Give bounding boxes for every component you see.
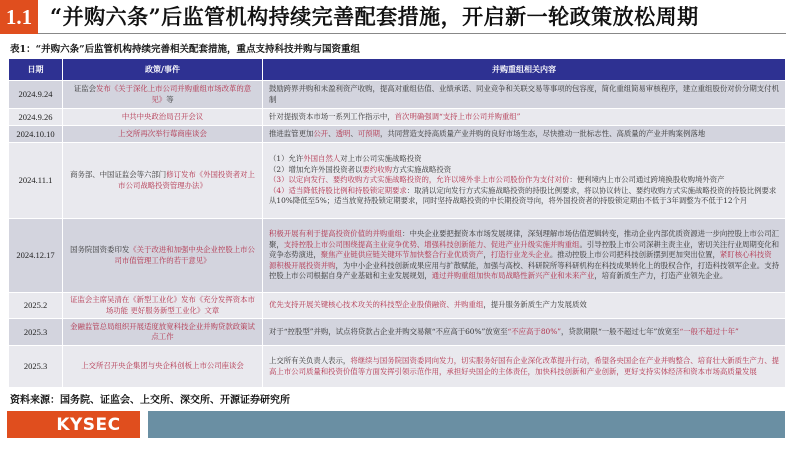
highlighted-text: “一般不超过十年” bbox=[679, 326, 739, 336]
title-divider bbox=[38, 33, 786, 34]
cell-content bbox=[263, 81, 786, 109]
highlighted-text: 透明 bbox=[335, 128, 351, 138]
highlighted-text: 将继续与国务院国资委同向发力，切实服务好国有企业深化改革提升行动，希望各央国企在产业并购整合、培育壮大新质生产力、提高上市公司质量和投资价值等方面发挥引领示范作用，承担好央国企的主体责任，加快科技创新和产业创新，更好支持实体经济和资本市场高质量发展 bbox=[269, 356, 779, 376]
source-note: 资料来源：国务院、证监会、上交所、深交所、开源证券研究所 bbox=[10, 395, 290, 406]
text-run: 鼓励跨界并购和未盈利资产收购，提高对重组估值、业绩承诺、同业竞争和关联交易等事项的包容度，简化重组简易审核程序，建立重组股份对价分期支付机制 bbox=[269, 84, 779, 104]
text-run: 上交所有关负责人表示， bbox=[269, 356, 351, 365]
highlighted-text: （4）适当降低持股比例和持股锁定期要求 bbox=[269, 185, 407, 195]
cell-event bbox=[63, 346, 263, 388]
text-run: 、 bbox=[350, 128, 358, 138]
text-run: 对于“控股型”并购，试点将贷款占企业并购交易额“不应高于60%”放宽至 bbox=[269, 326, 508, 336]
cell-event bbox=[63, 319, 263, 346]
text-run: 等 bbox=[166, 94, 174, 104]
column-header-content: 并购重组相关内容 bbox=[263, 59, 786, 81]
cell-content bbox=[263, 346, 786, 388]
highlighted-text: 要约收购 bbox=[362, 164, 392, 174]
column-header-date: 日期 bbox=[9, 59, 63, 81]
table-row bbox=[9, 219, 786, 293]
cell-event bbox=[63, 219, 263, 293]
text-run: 。引导控股上市公司深耕主责主业，密切关注行业周期变化和竞争态势演进， bbox=[269, 239, 779, 260]
text-run: 国务院国资委印发 bbox=[70, 245, 130, 254]
text-run: 商务部、中国证监会等六部门 bbox=[70, 170, 167, 179]
cell-date: 2024.11.1 bbox=[9, 143, 63, 219]
kysec-logo: KYSEC bbox=[7, 411, 140, 438]
highlighted-text: 通过并购重组加快布局战略性新兴产业和未来产业 bbox=[431, 271, 595, 281]
table-caption: 表1：“并购六条”后监管机构持续完善相关配套措施，重点支持科技并购与国资重组 bbox=[10, 44, 361, 55]
text-run: ：便利境内上市公司通过跨境换股收购境外资产 bbox=[569, 175, 725, 185]
highlighted-text: 可预期 bbox=[357, 128, 380, 138]
cell-date: 2024.9.26 bbox=[9, 109, 63, 126]
text-run: ，培育新质生产力，打造产业领先企业。 bbox=[594, 271, 728, 281]
highlighted-text: 证监会主席吴清在《新型工业化》发布《充分发挥资本市场功能 更好服务新型工业化》文章 bbox=[70, 295, 255, 315]
text-run: 推进监管更加 bbox=[269, 128, 314, 138]
cell-date: 2025.2 bbox=[9, 293, 63, 319]
content-line bbox=[269, 175, 779, 186]
text-run: 对上市公司实施战略投资 bbox=[340, 154, 422, 164]
section-number-badge: 1.1 bbox=[0, 0, 38, 34]
table-header-row bbox=[9, 59, 786, 81]
table-row bbox=[9, 293, 786, 319]
content-line bbox=[269, 165, 779, 176]
highlighted-text: 积极开展有利于提高投资价值的并购重组 bbox=[269, 229, 403, 239]
highlighted-text: 发布《关于深化上市公司并购重组市场改革的意见》 bbox=[95, 84, 252, 104]
cell-event bbox=[63, 126, 263, 143]
cell-date: 2024.9.24 bbox=[9, 81, 63, 109]
table-row bbox=[9, 319, 786, 346]
text-run: ，为中小企业科技创新成果应用与扩散赋能，加强与高校、科研院所等科研机构在科技成果转化上的股权合作，打造科技领军企业。支持控股上市公司根据自身产业基础和主业发展规划， bbox=[269, 260, 779, 281]
text-run: 针对提振资本市场一系列工作指示中， bbox=[269, 111, 395, 121]
highlighted-text: “不应高于80%” bbox=[507, 326, 562, 336]
table-row bbox=[9, 143, 786, 219]
text-run: ：中央企业要把握资本市场发展规律，深刻理解市场估值逻辑转变，推动企业内部优质资源进一步向控股上市公司汇聚， bbox=[269, 229, 779, 249]
table-row bbox=[9, 346, 786, 388]
text-run: （1）允许 bbox=[269, 154, 304, 164]
text-run: ，共同营造支持高质量产业并购的良好市场生态，尽快推动一批标志性、高质量的产业并购案例落地 bbox=[379, 128, 706, 138]
highlighted-text: 紧盯核心科技资源积极开展投资并购 bbox=[269, 250, 772, 270]
table-row bbox=[9, 126, 786, 143]
highlighted-text: 首次明确强调“支持上市公司并购重组” bbox=[394, 111, 521, 121]
highlighted-text: 外国自然人 bbox=[303, 154, 341, 164]
content-line bbox=[269, 186, 779, 207]
policy-table bbox=[8, 58, 786, 388]
text-run: （2）增加允许外国投资者以 bbox=[269, 164, 363, 174]
highlighted-text: 中共中央政治局召开会议 bbox=[121, 111, 204, 121]
text-run: ，提升服务新质生产力发展质效 bbox=[483, 300, 587, 310]
cell-content bbox=[263, 143, 786, 219]
cell-content bbox=[263, 293, 786, 319]
text-run: ：取消以定向发行方式实施战略投资的持股比例要求，将以协议转让、要约收购方式实施战略投资的持股比例要求从10%降低至5%；适当放宽持股锁定期要求，同时坚持战略投资的中长期投资导向，将外国投资者的持股锁定期由不低于3年调整为不低于12个月 bbox=[269, 185, 777, 206]
table-row bbox=[9, 81, 786, 109]
highlighted-text: 《关于改进和加强中央企业控股上市公司市值管理工作的若干意见》 bbox=[114, 245, 255, 265]
text-run: 。推动控股上市公司把科技创新摆到更加突出位置， bbox=[549, 250, 720, 260]
cell-date: 2025.3 bbox=[9, 346, 63, 388]
cell-event bbox=[63, 81, 263, 109]
cell-event bbox=[63, 109, 263, 126]
highlighted-text: 优先支持开展关键核心技术攻关的科技型企业股债融资、并购重组 bbox=[269, 300, 484, 310]
cell-event bbox=[63, 143, 263, 219]
highlighted-text: 金融监管总局组织开展适度放宽科技企业并购贷款政策试点工作 bbox=[70, 321, 255, 341]
cell-content bbox=[263, 219, 786, 293]
cell-event bbox=[63, 293, 263, 319]
cell-date: 2025.3 bbox=[9, 319, 63, 346]
highlighted-text: （3）以定向发行、要约收购方式实施战略投资的，允许以境外非上市公司股份作为支付对价 bbox=[269, 175, 570, 185]
content-line bbox=[269, 154, 779, 165]
text-run: 证监会 bbox=[73, 84, 96, 93]
highlighted-text: 聚焦产业链供应链关键环节加快整合行业优质资产 bbox=[320, 250, 484, 260]
text-run: ， bbox=[483, 250, 491, 260]
highlighted-text: 上交所再次举行莓商座谈会 bbox=[118, 128, 207, 138]
highlighted-text: 上交所召开央企集团与央企科创板上市公司座谈会 bbox=[81, 361, 244, 371]
text-run: 方式实施战略投资 bbox=[391, 164, 452, 174]
highlighted-text: 支持控股上市公司围绕提高主业竞争优势、增强科技创新能力、促进产业升级实施并购重组 bbox=[283, 239, 580, 249]
highlighted-text: 打造行业龙头企业 bbox=[490, 250, 550, 260]
text-run: ，贷款期限“一般不超过七年”放宽至 bbox=[561, 326, 680, 336]
cell-content bbox=[263, 126, 786, 143]
cell-date: 2024.12.17 bbox=[9, 219, 63, 293]
column-header-event: 政策/事件 bbox=[63, 59, 263, 81]
footer-bar bbox=[148, 411, 785, 438]
highlighted-text: 修订发布《外国投资者对上市公司战略投资管理办法》 bbox=[118, 170, 255, 190]
highlighted-text: 公开 bbox=[313, 128, 329, 138]
text-run: 、 bbox=[328, 128, 336, 138]
page-title: “并购六条”后监管机构持续完善配套措施，开启新一轮政策放松周期 bbox=[50, 4, 699, 29]
cell-content bbox=[263, 109, 786, 126]
cell-content bbox=[263, 319, 786, 346]
table-row bbox=[9, 109, 786, 126]
cell-date: 2024.10.10 bbox=[9, 126, 63, 143]
